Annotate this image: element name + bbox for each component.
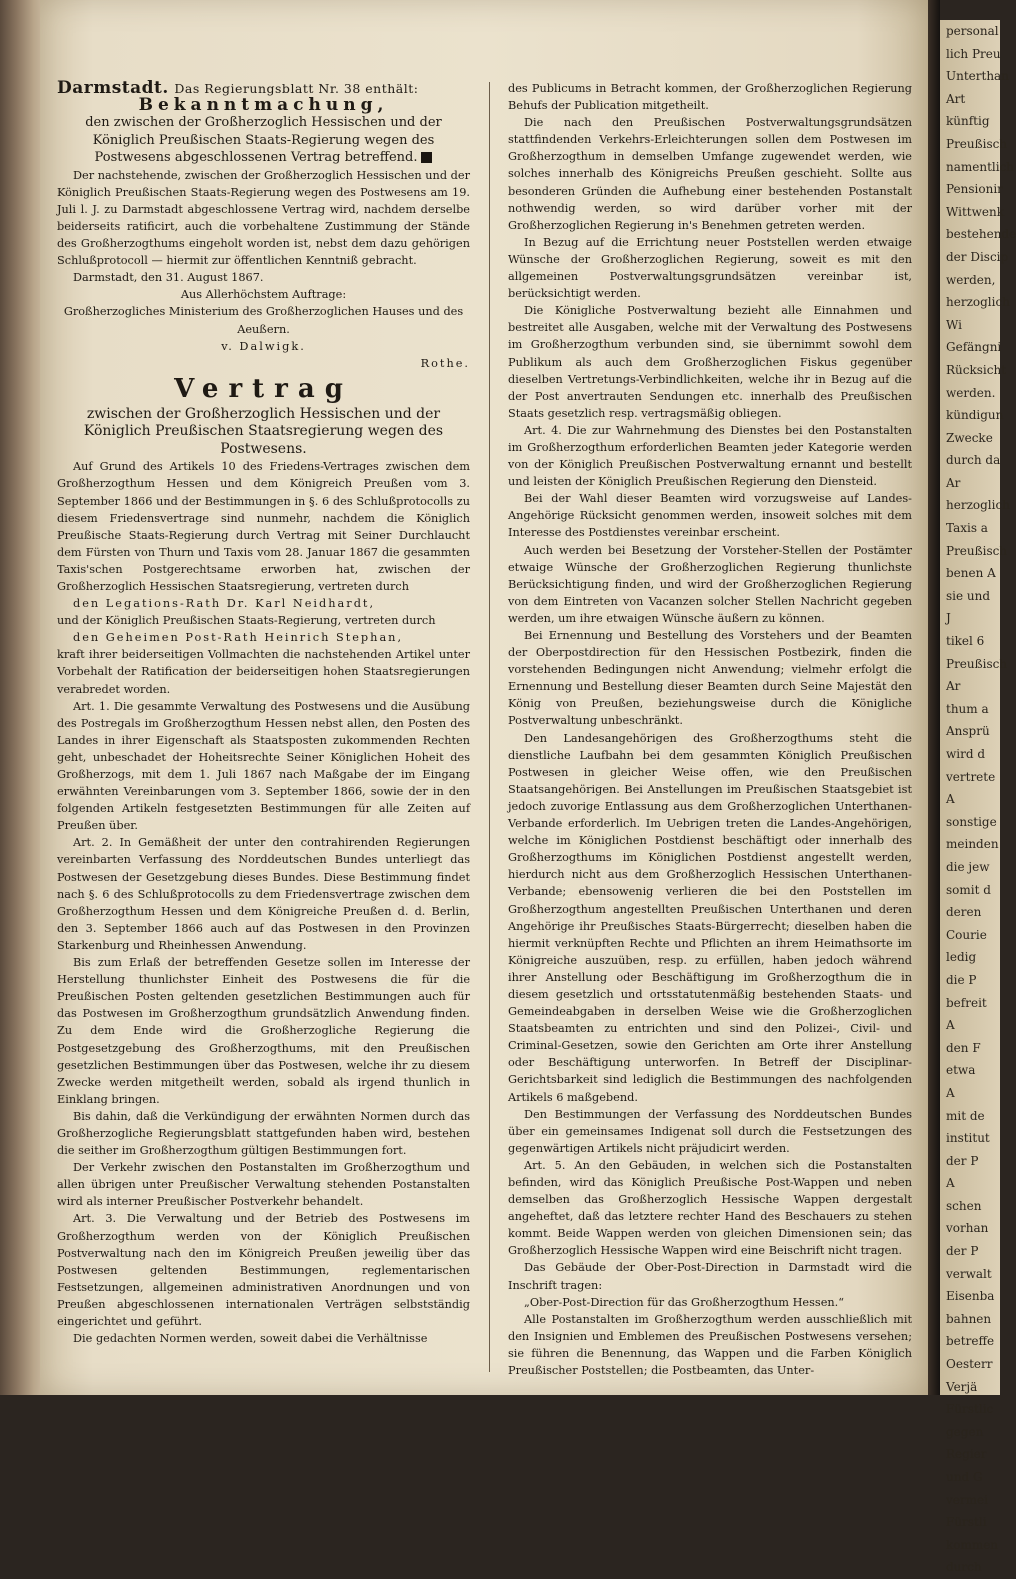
next-page-fragment: werden. [946, 385, 996, 400]
next-page-edge [940, 20, 1016, 1575]
next-page-fragment: personal [946, 24, 999, 38]
next-page-fragment: Courie [946, 927, 987, 942]
next-page-fragment: namentlich [946, 159, 1015, 174]
preamble: Auf Grund des Artikels 10 des Friedens-Vertrages zwischen dem Großherzogthum Hessen und dem Königreich Preußen vom 3. September 1866 und der Bestimmungen in §. 6 des Schlußprotocolls zu diesem Friedensvertrage sind nunmehr, nachdem die Königlich Preußische Staats-Regierung durch Vertrag mit Seiner Durchlaucht dem Fürsten von Thurn und Taxis vom 28. Januar 1867 die gesammten Taxis'schen Postgerechtsame erworben hat, zwischen der Großherzoglich Hessischen Staatsregierung, vertreten durch [57, 460, 470, 593]
next-page-fragment: ledig [946, 950, 977, 965]
next-page-fragment: vorhan [946, 1221, 989, 1236]
next-page-fragment: kündigun [946, 408, 1004, 423]
next-page-fragment: Regier [946, 1447, 987, 1462]
next-page-fragment: vermei [946, 1492, 988, 1507]
next-page-fragment: kommen [946, 1537, 999, 1552]
right-paragraph-5: Bei der Wahl dieser Beamten wird vorzugsweise auf Landes-Angehörige Rücksicht genommen werden, insoweit solches mit dem Interesse des Postdienstes vereinbar erscheint. [508, 492, 912, 540]
next-page-fragment: Gefängni [946, 340, 1002, 355]
article-5: Art. 5. An den Gebäuden, in welchen sich die Postanstalten befinden, wird das Königlich Preußische Post-Wappen und neben demselben das Großherzoglich Hessische Wappen dergestalt angeheftet, daß das letztere rechter Hand des Beschauers zu stehen kommt. Beide Wappen werden von gleichen Dimensionen sein; das Großherzoglich Hessische Wappen wird eine Beischrift nicht tragen. [508, 1158, 912, 1258]
next-page-fragment: Taxis a [946, 521, 988, 536]
next-page-fragment: befreit [946, 995, 987, 1010]
right-paragraph-10: Das Gebäude der Ober-Post-Direction in Darmstadt wird die Inschrift tragen: [508, 1261, 912, 1292]
next-page-fragment: A [946, 792, 955, 807]
article-1: Art. 1. Die gesammte Verwaltung des Postwesens und die Ausübung des Postregals im Großherzogthum Hessen nebst allen, den Posten des Landes in ihrer Eigenschaft als Staatsposten zukommenden Rechten geht, unbeschadet der Hoheitsrechte Seiner Königlichen Hoheit des Großherzogs, mit dem 1. Juli 1867 nach Maßgabe der im Eingang erwähnten Vereinbarungen vom 3. September 1866, sowie der in den folgenden Artikeln festgesetzten Bestimmungen für alle Zeiten auf Preußen über. [57, 699, 470, 833]
next-page-fragment: der P [946, 1244, 979, 1259]
headline-place: Darmstadt. [57, 78, 169, 98]
right-paragraph-12: Alle Postanstalten im Großherzogthum werden ausschließlich mit den Insignien und Emblemen des Preußischen Postwesens versehen; sie führen die Benennung, das Wappen und die Farben Königlich Preußischer Poststellen; die Postbeamten, das Unter- [508, 1312, 912, 1378]
left-column [57, 80, 470, 1347]
right-paragraph-1: des Publicums in Betracht kommen, der Großherzoglichen Regierung Behufs der Publication mitgetheilt. [508, 82, 912, 113]
preamble-end: kraft ihrer beiderseitigen Vollmachten die nachstehenden Artikel unter Vorbehalt der Ratification der beiderseitigen hohen Staatsregierungen verabredet worden. [57, 648, 470, 696]
next-page-fragment: mit de [946, 1108, 985, 1123]
bekanntmachung-subject: den zwischen der Großherzoglich Hessischen und der Königlich Preußischen Staats-Regierung wegen des Postwesens abgeschlossenen Vertrag betreffend. [85, 115, 442, 166]
next-page-fragment: Wittwenk [946, 204, 1004, 219]
right-paragraph-7: Bei Ernennung und Bestellung des Vorstehers und der Beamten der Oberpostdirection für den Hessischen Postbezirk, finden die vorstehenden Bedingungen nicht Anwendung; vielmehr erfolgt die Ernennung und Bestellung dieser Beamten durch Seine Majestät den König von Preußen, beziehungsweise durch die Königliche Postverwaltung unbeschränkt. [508, 629, 912, 728]
column-divider [489, 82, 490, 1372]
right-paragraph-6: Auch werden bei Besetzung der Vorsteher-Stellen der Postämter etwaige Wünsche der Großherzoglichen Regierung thunlichste Berücksichtigung finden, und wird der Großherzoglichen Regierung von dem Eintreten von Vacanzen solcher Stellen Nachricht gegeben werden, um ihre etwaigen Wünsche äußern zu können. [508, 543, 912, 625]
next-page-fragment: Fürstli [946, 1515, 987, 1530]
next-page-fragment: Art [946, 91, 966, 106]
next-page-fragment: durch da [946, 453, 1001, 468]
bekanntmachung-title: Bekanntmachung, [138, 95, 389, 116]
vertrag-title: Vertrag [174, 373, 353, 404]
representative-hessen: den Legations-Rath Dr. Karl Neidhardt, [73, 597, 376, 611]
next-page-fragment: sonstige [946, 814, 997, 829]
next-page-fragment: sie und [946, 588, 991, 603]
next-page-fragment: durch [946, 1560, 982, 1575]
stamp-icon [421, 152, 432, 163]
article-3-paragraph-2: Die gedachten Normen werden, soweit dabei die Verhältnisse [73, 1332, 428, 1346]
vertrag-subtitle: zwischen der Großherzoglich Hessischen und der Königlich Preußischen Staatsregierung wegen des Postwesens. [83, 405, 444, 457]
ministerium-line: Großherzogliches Ministerium des Großherzoglichen Hauses und des Aeußern. [63, 305, 464, 336]
book-gutter [928, 0, 940, 1395]
auftrag-line: Aus Allerhöchstem Auftrage: [180, 288, 347, 302]
next-page-fragment: Eisenba [946, 1289, 995, 1304]
next-page-fragment: bestehende [946, 227, 1016, 242]
article-2-paragraph-4: Der Verkehr zwischen den Postanstalten im Großherzogthum und allen übrigen unter Preußischer Verwaltung stehenden Postanstalten wird als interner Preußischer Postverkehr behandelt. [57, 1161, 470, 1209]
right-paragraph-9: Den Bestimmungen der Verfassung des Norddeutschen Bundes über ein gemeinsames Indigenat soll durch die Festsetzungen des gegenwärtigen Artikels nicht präjudicirt werden. [508, 1107, 912, 1155]
next-page-fragment: Preußisch [946, 136, 1008, 151]
next-page-fragment: die P [946, 972, 977, 987]
article-2-paragraph-3: Bis dahin, daß die Verkündigung der erwähnten Normen durch das Großherzogliche Regierungsblatt stattgefunden haben wird, bestehen die seither im Großherzogthum gültigen Bestimmungen fort. [57, 1109, 470, 1158]
next-page-fragment: tikel 6 [946, 634, 985, 649]
next-page-fragment: bahnen [946, 1311, 992, 1326]
next-page-fragment: der P [946, 1153, 979, 1168]
next-page-fragment: Preußisch [946, 656, 1008, 671]
next-page-fragment: benen A [946, 566, 996, 581]
signer-rothe: Rothe. [420, 356, 470, 370]
next-page-fragment: herzoglich [946, 295, 1010, 310]
right-paragraph-8: Den Landesangehörigen des Großherzogthums steht die dienstliche Laufbahn bei dem gesammten Königlich Preußischen Postwesen in gleicher Weise offen, wie den Preußischen Staatsangehörigen. Bei Anstellungen im Preußischen Staatsgebiet ist jedoch zuvorige Entlassung aus dem Großherzoglichen Unterthanen-Verbande erforderlich. Im Uebrigen treten die Landes-Angehörigen, welche im Königlichen Postdienst beschäftigt oder innerhalb des Großherzogthums im Königlichen Postdienst angestellt werden, hierdurch nicht aus dem Großherzoglich Hessischen Unterthanen-Verbande; ebensowenig verlieren die bei den Poststellen im Großherzogthum angestellten Preußischen Unterthanen und deren Angehörige ihr Preußisches Staats-Bürgerrecht; dieselben haben die hiermit verknüpften Rechte und Pflichten an ihrem Heimathsorte im Königreiche auszuüben, resp. zu erfüllen, haben jedoch während ihrer Anstellung oder Beschäftigung im Großherzogthum die in diesem gesetzlich und ortsstatutenmäßig bestehenden Staats- und Gemeindeabgaben in derselben Weise wie die Großherzoglichen Staatsbeamten zu entrichten und sind den Polizei-, Civil- und Criminal-Gesetzen, sowie den Gerichten am Orte ihrer Anstellung oder Beschäftigung unterworfen. In Betreff der Disciplinar-Gerichtsbarkeit sind lediglich die Bestimmungen des nachfolgenden Artikels 6 maßgebend. [508, 731, 912, 1104]
next-page-fragment: vertrete [946, 769, 996, 784]
next-page-fragment: betreffe [946, 1334, 995, 1349]
next-page-fragment: deren [946, 905, 982, 920]
next-page-fragment: wird d [946, 747, 986, 761]
next-page-fragment: thum a [946, 701, 989, 716]
next-page-fragment: Ansprü [946, 724, 990, 739]
article-3: Art. 3. Die Verwaltung und der Betrieb des Postwesens im Großherzogthum werden von der Königlich Preußischen Postverwaltung nach den im Königreich Preußen jeweilig über das Postwesen geltenden Bestimmungen, reglementarischen Festsetzungen, allgemeinen administrativen Anordnungen und von Preußen abgeschlossenen internationalen Verträgen selbstständig eingerichtet und geführt. [57, 1212, 470, 1328]
signer-dalwigk: v. Dalwigk. [221, 339, 306, 353]
next-page-fragment: Ar [946, 475, 961, 490]
next-page-fragment: meinden [946, 837, 999, 852]
representative-connector: und der Königlich Preußischen Staats-Regierung, vertreten durch [57, 614, 436, 628]
next-page-fragment: Verjä [946, 1379, 978, 1394]
next-page-fragment: künftig [946, 114, 990, 129]
next-page-fragment: Oesterr [946, 1357, 993, 1372]
next-page-fragment: A [946, 1176, 955, 1191]
next-page-fragment: herzoglich [946, 498, 1010, 513]
next-page-fragment: institut [946, 1131, 990, 1146]
intro-paragraph: Der nachstehende, zwischen der Großherzoglich Hessischen und der Königlich Preußischen Staats-Regierung wegen des Postwesens am 19. Juli l. J. zu Darmstadt abgeschlossene Vertrag wird, nachdem derselbe beiderseits ratificirt, auch die vorbehaltene Zustimmung der Stände des Großherzogthums eingeholt worden ist, nebst dem dazu gehörigen Schlußprotocoll — hiermit zur öffentlichen Kenntniß gebracht. [57, 168, 470, 268]
next-page-fragment: Zwecke [946, 430, 993, 445]
next-page-fragment: Wi [946, 317, 962, 332]
headline-rest: Das Regierungsblatt Nr. 38 enthält: [174, 81, 419, 96]
article-2: Art. 2. In Gemäßheit der unter den contrahirenden Regierungen vereinbarten Verfassung des Norddeutschen Bundes unterliegt das Postwesen der Gesetzgebung dieses Bundes. Diese Bestimmung findet nach §. 6 des Schlußprotocolls zu dem Friedensvertrage zwischen dem Großherzogthum Hessen und dem Königreiche Preußen d. d. Berlin, den 3. September 1866 auch auf das Postwesen in den Provinzen Starkenburg und Rheinhessen Anwendung. [57, 836, 470, 952]
next-page-fragment: A [946, 1018, 955, 1033]
next-page-fragment: schen [946, 1198, 982, 1213]
inscription: „Ober-Post-Direction für das Großherzogthum Hessen.“ [524, 1295, 845, 1309]
next-page-fragment: lich Preu [946, 46, 1001, 61]
next-page-fragment: die jew [946, 859, 990, 874]
next-page-fragment: der Discip [946, 249, 1009, 264]
next-page-fragment: verwalt [946, 1266, 992, 1281]
next-page-fragment: etwa [946, 1063, 976, 1078]
right-paragraph-2: Die nach den Preußischen Postverwaltungsgrundsätzen stattfindenden Verkehrs-Erleichterungen sollen dem Postwesen im Großherzogthum in demselben Umfange zugewendet werden, wie solches innerhalb des Königreichs Preußen geschieht. Sollte aus besonderen Gründen die Aufhebung einer bestehenden Postanstalt nothwendig werden, so wird darüber vorher mit der Großherzoglichen Regierung in's Benehmen getreten werden. [508, 116, 912, 232]
next-page-fragment: somit d [946, 882, 991, 897]
next-page-fragment: Pensionir [946, 182, 1003, 197]
next-page-fragment: A [946, 1085, 955, 1100]
next-page-fragment: werden, [946, 272, 996, 287]
next-page-fragment: Rücksicht [946, 362, 1007, 377]
next-page-fragment: Unterthan [946, 69, 1009, 84]
next-page-fragment: Preußisch [946, 543, 1008, 558]
next-page-fragment: und G [946, 1470, 983, 1484]
next-page-fragment: Ar [946, 679, 961, 694]
next-page-fragment: gegen [946, 1424, 984, 1439]
article-2-paragraph-2: Bis zum Erlaß der betreffenden Gesetze sollen im Interesse der Herstellung thunlichster Einheit des Postwesens die für die Preußischen Posten geltenden gesetzlichen Bestimmungen auch für das Postwesen im Großherzogthum grundsätzlich Anwendung finden. Zu dem Ende wird die Großherzogliche Regierung die Postgesetzgebung des Großherzogthums, mit den Preußischen gesetzlichen Bestimmungen über das Postwesen, welche ihr zu diesem Zwecke werden mitgetheilt werden, sobald als irgend thunlich in Einklang bringen. [57, 956, 470, 1106]
article-4: Art. 4. Die zur Wahrnehmung des Dienstes bei den Postanstalten im Großherzogthum erforderlichen Beamten jeder Kategorie werden von der Königlich Preußischen Postverwaltung ernannt und bestellt und leisten der Königlich Preußischen Regierung den Diensteid. [508, 423, 912, 489]
next-page-fragment: J [946, 611, 951, 626]
representative-preussen: den Geheimen Post-Rath Heinrich Stephan, [73, 631, 404, 645]
date-line: Darmstadt, den 31. August 1867. [73, 271, 264, 285]
right-paragraph-3: In Bezug auf die Errichtung neuer Poststellen werden etwaige Wünsche der Großherzoglichen Regierung, soweit es mit den allgemeinen Postverwaltungsgrundsätzen vereinbar ist, berücksichtigt werden. [508, 235, 912, 301]
next-page-fragment: den F [946, 1040, 981, 1055]
next-page-fragment: Fürstlic [946, 1402, 994, 1417]
right-paragraph-4: Die Königliche Postverwaltung bezieht alle Einnahmen und bestreitet alle Ausgaben, welche mit der Verwaltung des Postwesens im Großherzogthum verbunden sind, sie übernimmt sowohl dem Publikum als auch dem Großherzoglichen Fiskus gegenüber dieselben Vertretungs-Verbindlichkeiten, welche ihr in Bezug auf die der Post anvertrauten Sendungen etc. innerhalb des Preußischen Staats gesetzlich resp. vertragsmäßig obliegen. [508, 304, 912, 420]
right-column [508, 80, 912, 1379]
